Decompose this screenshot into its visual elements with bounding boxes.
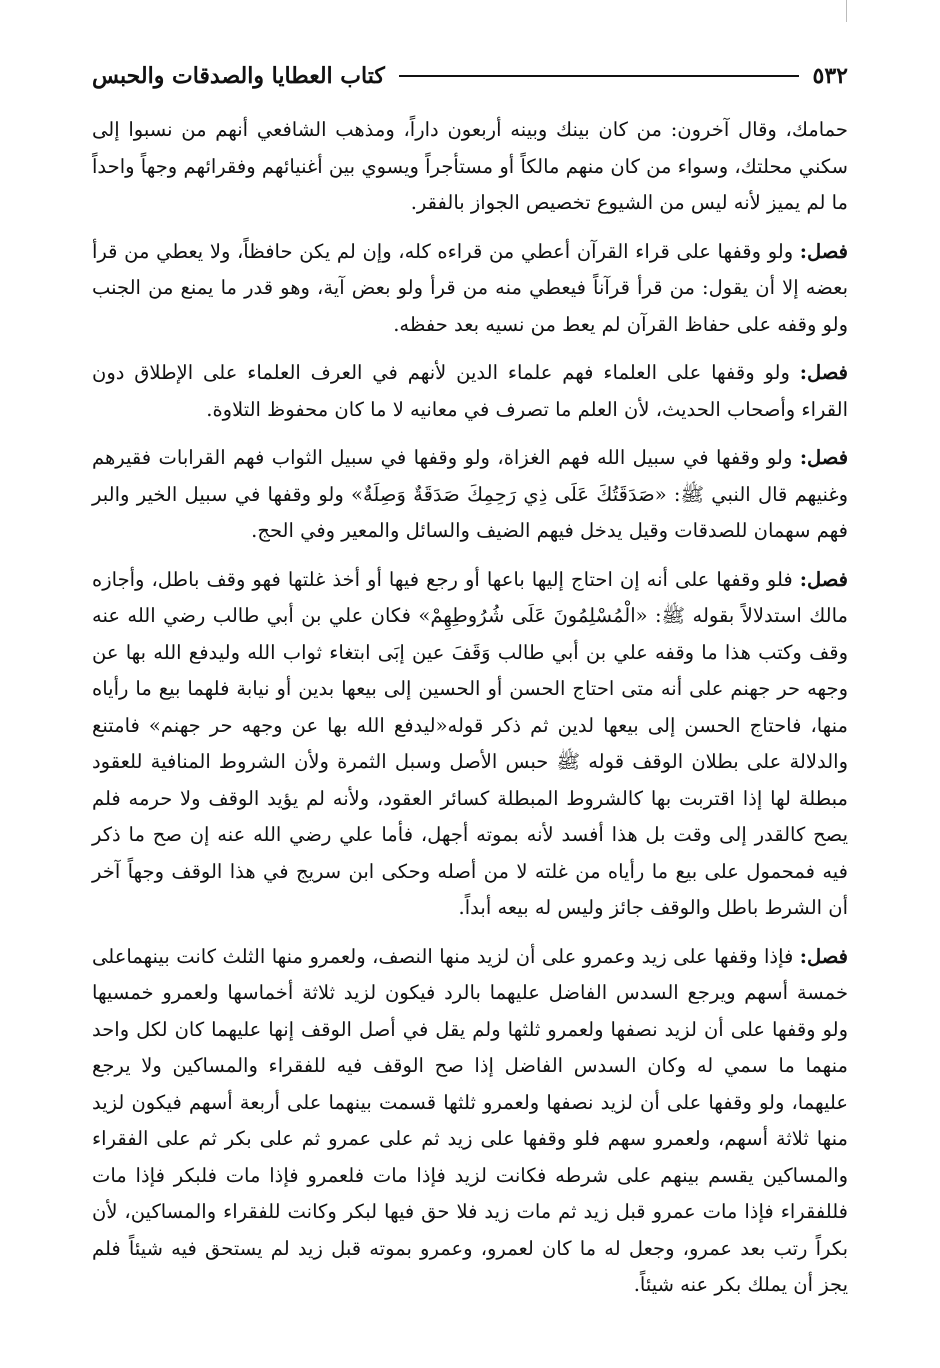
paragraph-text: فلو وقفها على أنه إن احتاج إليها باعها أو رجع فيها أو أخذ غلتها فهو وقف باطل، وأجازه مالك استدلالاً بقوله ﷺ: «الْمُسْلِمُونَ عَلَى شُرُوطِهِمْ» فكان علي بن أبي طالب رضي الله عنه وقف وكتب هذا ما وقفه علي بن أبي طالب وَقَفَ عين إبَى ابتغاء ثواب الله وليدفع الله بها عن وجهه حر جهنم على أنه متى احتاج الحسن أو الحسين إلى بيعها بدين أو نيابة فلهما بيع ما رأياه منها، فاحتاج الحسن إلى بيعها لدين ثم ذكر قوله«ليدفع الله بها عن وجهه حر جهنم» فامتنع والدلالة على بطلان الوقف قوله ﷺ حبس الأصل وسبل الثمرة ولأن الشروط المنافية للعقود مبطلة لها إذا اقتربت بها كالشروط المبطلة كسائر العقود، ولأنه لم يؤيد الوقف ولا حرمه فلم يصح كالقدر إلى وقت بل هذا أفسد لأنه بموته أجهل، فأما علي رضي الله عنه إن صح ما ذكر فيه فمحمول على بيع ما رأياه من غلته لا من أصله وحكى ابن سريج في هذا الوقف وجهاً آخر أن الشرط باطل والوقف جائز وليس له بيعه أبداً. xyxy=(92,567,848,919)
section-label: فصل: xyxy=(799,361,848,384)
chapter-title: كتاب العطايا والصدقات والحبس xyxy=(92,63,385,89)
paragraph-text: ولو وقفها على قراء القرآن أعطي من قراءه كله، وإن لم يكن حافظاً، ولا يعطي من قرأ بعضه إلا أن يقول: من قرأ قرآناً فيعطي منه من قرأ ولو بعض آية، وهو قدر ما يمنع من الجنب ولو وقفه على حفاظ القرآن لم يعط من نسيه بعد حفظه. xyxy=(92,239,848,336)
paragraph-text: ولو وقفها على العلماء فهم علماء الدين لأنهم في العرف العلماء على الإطلاق دون القراء وأصحاب الحديث، لأن العلم ما تصرف في معانيه لا ما كان محفوظ التلاوة. xyxy=(92,361,848,421)
section-label: فصل: xyxy=(799,239,848,263)
page-number: ٥٣٢ xyxy=(812,63,848,89)
header-rule xyxy=(399,75,799,77)
paragraph xyxy=(92,562,848,927)
paragraph-text: حمامك، وقال آخرون: من كان بينك وبينه أربعون داراً، ومذهب الشافعي أنهم من نسبوا إلى سكني محلتك، وسواء من كان منهم مالكاً أو مستأجراً ويسوي بين أغنيائهم وفقرائهم وجهاً واحداً ما لم يميز لأنه ليس من الشيوع تخصيص الجواز بالفقر. xyxy=(92,118,848,214)
running-header xyxy=(92,56,848,96)
scan-margin-mark xyxy=(846,0,847,22)
paragraph xyxy=(92,112,848,222)
page-body xyxy=(92,112,848,1316)
section-label: فصل: xyxy=(799,567,848,591)
section-label: فصل: xyxy=(799,446,849,469)
paragraph-text: ولو وقفها في سبيل الله فهم الغزاة، ولو وقفها في سبيل الثواب فهم القرابات فقيرهم وغنيهم قال النبي ﷺ: «صَدَقَتُكَ عَلَى ذِي رَحِمِكَ صَدَقَةٌ وَصِلَةٌ» ولو وقفها في سبيل الخير والبر فهم سهمان للصدقات وقيل يدخل فيهم الضيف والسائل والمعير وفي الحج. xyxy=(92,446,848,542)
paragraph-text: فإذا وقفها على زيد وعمرو على أن لزيد منها النصف، ولعمرو منها الثلث كانت بينهماعلى خمسة أسهم ويرجع السدس الفاضل عليهما بالرد فيكون لزيد ثلاثة أخماسها ولعمرو خمسيها ولو وقفها على أن لزيد نصفها ولعمرو ثلثها ولم يقل في أصل الوقف إنها عليهما كان لكل واحد منهما ما سمي له وكان السدس الفاضل إذا صح الوقف فيه للفقراء والمساكين ولا يرجع عليهما، ولو وقفها على أن لزيد نصفها ولعمرو ثلثها قسمت بينهما على أربعة أسهم فيكون لزيد منها ثلاثة أسهم، ولعمرو سهم فلو وقفها على زيد ثم على عمرو ثم على بكر ثم على الفقراء والمساكين يقسم بينهم على شرطه فكانت لزيد فإذا مات فلعمرو فإذا مات فلبكر فإذا مات فللفقراء فإذا مات عمرو قبل زيد ثم مات زيد فلا حق فيها لبكر وكانت للفقراء والمساكين، لأن بكراً رتب بعد عمرو، وجعل له ما كان لعمرو، وعمرو بموته قبل زيد لم يستحق فيه شيئاً فلم يجز أن يملك بكر عنه شيئاً. xyxy=(92,944,848,1296)
paragraph xyxy=(92,355,848,428)
paragraph xyxy=(92,234,848,344)
paragraph xyxy=(92,939,848,1304)
paragraph xyxy=(92,440,848,550)
section-label: فصل: xyxy=(799,944,848,968)
